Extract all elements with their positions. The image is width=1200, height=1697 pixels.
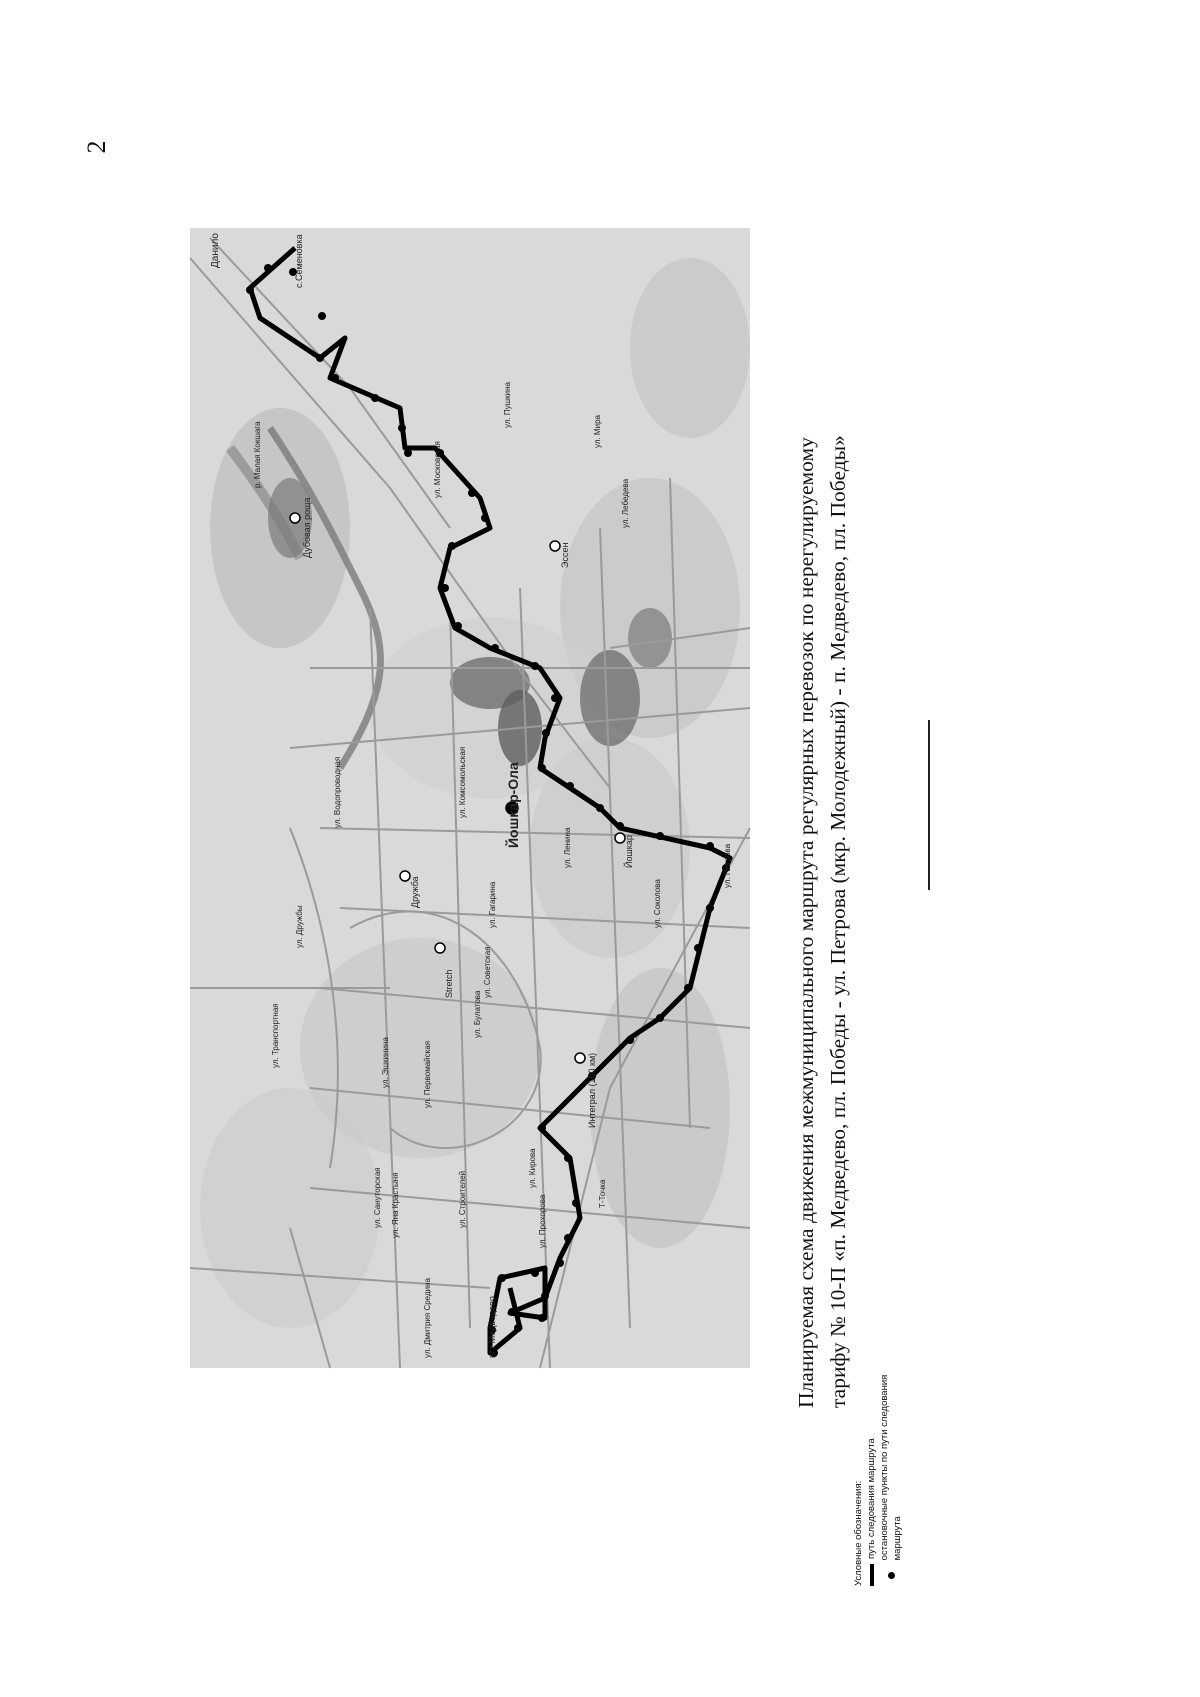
label-ul-yana: ул. Яна Крастыня <box>391 1172 400 1238</box>
label-ul-stroiteley: ул. Строителей <box>458 1170 467 1228</box>
label-ul-komsomolskaya: ул. Комсомольская <box>458 746 467 818</box>
legend-route-swatch <box>870 1564 874 1586</box>
label-ul-eshkinina: ул. Эшкинина <box>381 1037 390 1088</box>
label-ul-druzhby: ул. Дружбы <box>295 905 304 948</box>
label-reka: р. Малая Кокшага <box>253 421 262 488</box>
label-ul-sokolova: ул. Соколова <box>653 879 662 928</box>
label-yoshkar: Йошкар <box>624 835 634 868</box>
label-ul-lebedeva: ул. Лебедева <box>621 478 630 528</box>
poi-essen-marker <box>550 541 560 551</box>
label-tochka: Т-Точка <box>598 1179 607 1208</box>
label-ul-lenina: ул. Ленина <box>563 827 572 868</box>
label-ul-bulatova: ул. Булатова <box>473 990 482 1038</box>
poi-dubovaya-marker <box>290 513 300 523</box>
label-ul-petrova: ул. Петрова <box>723 843 732 888</box>
label-ul-dmitriya: ул. Дмитрия Средина <box>423 1278 432 1358</box>
label-danilovo: Данило <box>210 233 221 268</box>
caption-line-2: тарифу № 10-П «п. Медведево, пл. Победы - ул. Петрова (мкр. Молодежный) - п. Медведево, пл. Победы» <box>826 435 850 1408</box>
label-druzhba: Дружба <box>410 876 420 908</box>
legend-stops-label: остановочные пункты по пути следования маршрута <box>879 1374 903 1561</box>
label-integral: Интеграл (100 км) <box>587 1052 597 1128</box>
label-essen: Эссен <box>560 542 570 568</box>
label-ul-pervomayskaya: ул. Первомайская <box>423 1040 432 1108</box>
legend-title: Условные обозначения: <box>853 1480 864 1586</box>
label-ul-kirova: ул. Кирова <box>528 1148 537 1188</box>
divider-line <box>928 720 930 890</box>
poi-druzhba-marker <box>400 871 410 881</box>
page-number: 2 <box>82 140 111 154</box>
map-canvas <box>190 228 750 1368</box>
label-ul-prokhorova: ул. Прохорова <box>538 1194 547 1248</box>
map-terrain <box>190 228 750 1368</box>
label-ul-moskovskaya: ул. Московская <box>433 441 442 498</box>
label-ul-sovetskaya: ул. Советская <box>483 946 492 998</box>
label-dubovaya-roshcha: Дубовая роща <box>302 497 312 558</box>
caption-line-1: Планируемая схема движения межмуниципального маршрута регулярных перевозок по нерегулируемому <box>794 437 818 1408</box>
label-city: Йошкар-Ола <box>505 762 521 848</box>
label-medvedevo: пгт Медведево <box>487 1296 497 1358</box>
map-caption <box>790 228 890 1408</box>
label-ul-mira: ул. Мира <box>593 415 602 448</box>
label-ul-sanaterskaya: ул. Сануторская <box>373 1167 382 1228</box>
label-ul-vodoprovodnaya: ул. Водопроводная <box>333 756 342 828</box>
poi-integral-marker <box>575 1053 585 1063</box>
label-ul-gagarina: ул. Гагарина <box>488 881 497 928</box>
label-stretch: Stretch <box>444 969 454 998</box>
legend-route-label: путь следования маршрута <box>866 1438 877 1559</box>
label-semenovka: с.Семеновка <box>294 234 304 288</box>
poi-stretch-marker <box>435 943 445 953</box>
label-ul-pushkina: ул. Пушкина <box>503 382 512 428</box>
label-ul-transportnaya: ул. Транспортная <box>271 1003 280 1068</box>
legend-stop-swatch <box>888 1572 895 1579</box>
